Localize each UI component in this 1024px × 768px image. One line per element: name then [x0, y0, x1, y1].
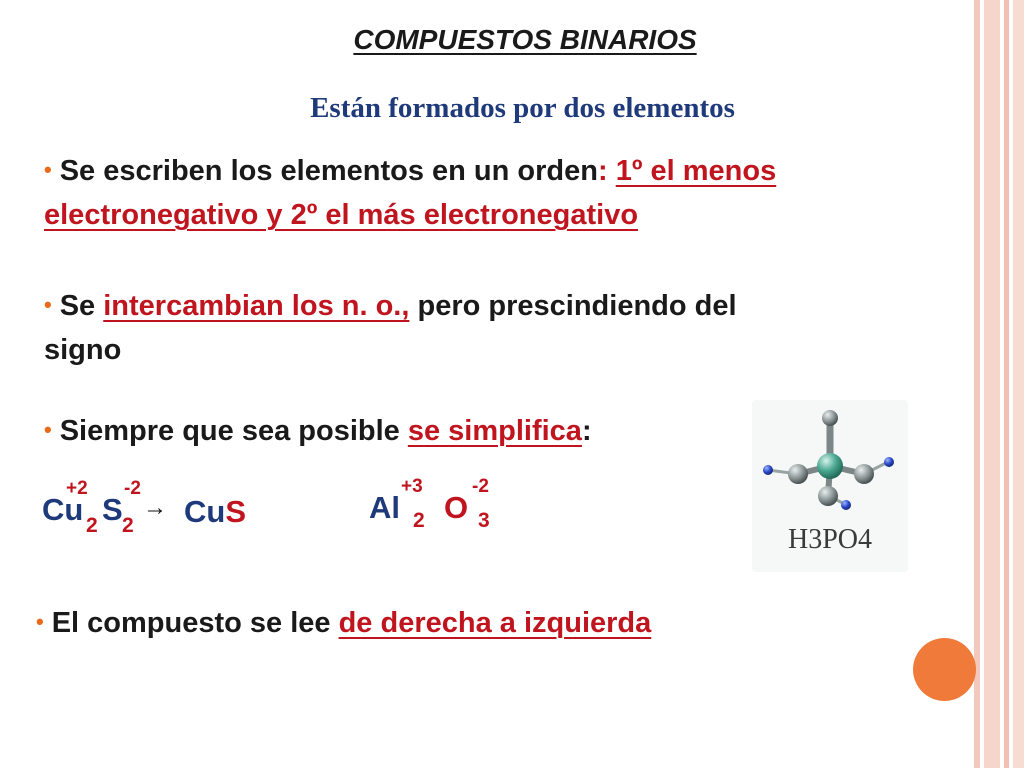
order-rule-highlight-2: electronegativo y 2º el más electronegativo — [44, 199, 639, 231]
element-s: S — [102, 492, 123, 527]
slide-title: COMPUESTOS BINARIOS — [353, 24, 697, 55]
element-o: O — [444, 490, 469, 525]
simplify-rule-colon: : — [581, 415, 592, 447]
subscript-al: 2 — [413, 509, 425, 532]
result-element-s: S — [225, 494, 247, 529]
molecule-label: H3PO4 — [787, 524, 872, 555]
order-rule-text: Se escriben los elementos en un orden — [59, 155, 598, 187]
exchange-rule-before: Se — [59, 290, 96, 322]
order-rule-colon: : — [597, 155, 608, 187]
subscript-cu: 2 — [86, 514, 98, 537]
bullet-icon: • — [44, 417, 52, 442]
element-al: Al — [369, 490, 400, 525]
subscript-o: 3 — [478, 509, 490, 532]
simplify-rule-text: Siempre que sea posible — [59, 415, 400, 447]
oxidation-al: +3 — [401, 476, 423, 497]
result-element-cu: Cu — [184, 494, 226, 529]
bullet-order-rule — [44, 150, 972, 236]
bullet-icon: • — [44, 157, 52, 182]
slide-subtitle: Están formados por dos elementos — [310, 92, 735, 124]
bullet-reading-rule — [36, 602, 836, 646]
subscript-s: 2 — [122, 514, 134, 537]
simplify-rule-highlight: se simplifica — [407, 415, 582, 447]
order-rule-highlight-1: 1º el menos — [615, 155, 777, 187]
bullet-icon: • — [44, 292, 52, 317]
reading-rule-highlight: de derecha a izquierda — [338, 607, 652, 639]
oxidation-cu: +2 — [66, 478, 88, 499]
oxidation-s: -2 — [124, 478, 141, 499]
element-cu: Cu — [42, 492, 84, 527]
reading-rule-text: El compuesto se lee — [51, 607, 331, 639]
exchange-rule-highlight: intercambian los n. o., — [103, 290, 410, 322]
bullet-icon: • — [36, 609, 44, 634]
bullet-exchange-rule — [44, 285, 958, 371]
arrow-icon: → — [143, 494, 167, 521]
exchange-rule-after: pero prescindiendo del — [417, 290, 737, 322]
bullet-simplify-rule — [44, 410, 744, 454]
result-formula — [184, 494, 246, 530]
exchange-rule-after-2: signo — [44, 334, 122, 366]
oxidation-o: -2 — [472, 476, 489, 497]
decor-circle — [913, 638, 976, 701]
